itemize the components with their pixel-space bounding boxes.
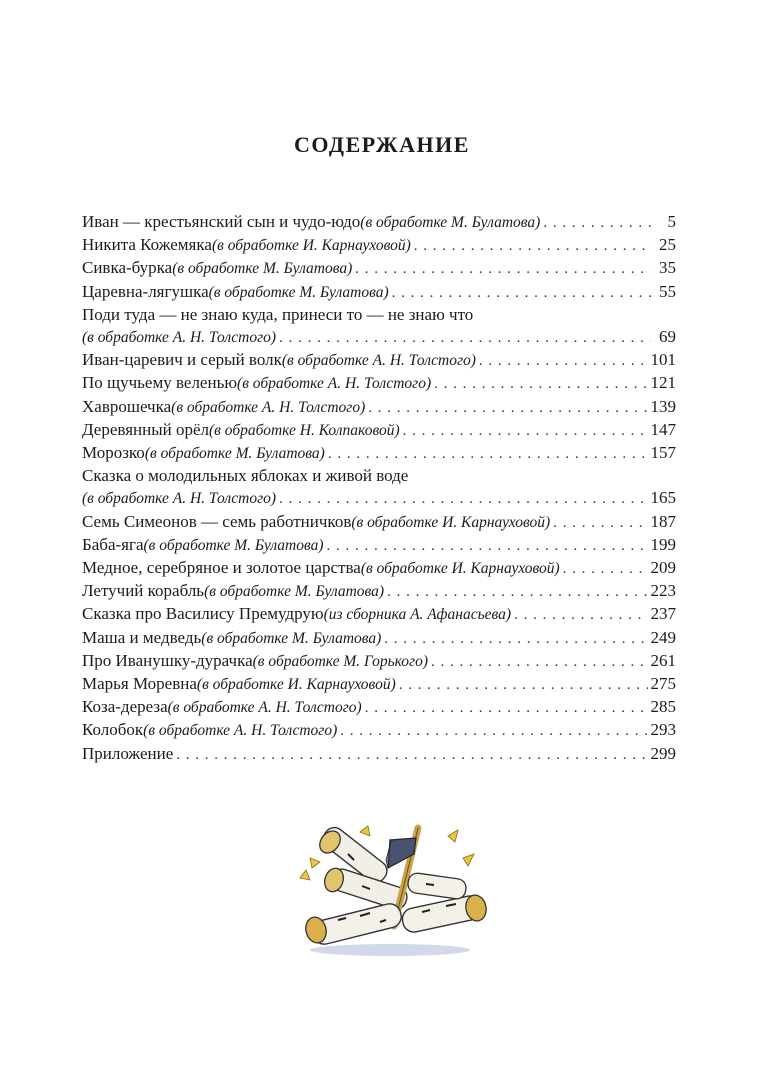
toc-entry-note: (в обработке М. Булатова) xyxy=(172,260,353,278)
toc-entry[interactable] xyxy=(82,719,676,742)
toc-entry-page: 5 xyxy=(667,212,676,231)
toc-entry[interactable] xyxy=(82,650,676,673)
leader-dots xyxy=(431,651,648,673)
toc-entry[interactable] xyxy=(82,257,676,280)
toc-entry-note: (в обработке А. Н. Толстого) xyxy=(171,398,366,416)
toc-entry-title: Приложение xyxy=(82,743,174,763)
toc-entry[interactable] xyxy=(82,627,676,650)
toc-entry-title: Про Иванушку-дурачка xyxy=(82,650,253,670)
toc-entry-page: 293 xyxy=(650,720,676,740)
toc-entry[interactable] xyxy=(82,442,676,465)
toc-entry-page: 199 xyxy=(650,534,676,554)
toc-entry-page: 187 xyxy=(650,511,676,531)
leader-dots xyxy=(434,373,647,395)
toc-entry-title: Царевна-лягушка xyxy=(82,281,209,301)
toc-entry-note: (в обработке А. Н. Толстого) xyxy=(237,375,432,393)
leader-dots xyxy=(403,420,648,442)
toc-entry[interactable] xyxy=(82,234,676,257)
toc-entry-note: (в обработке М. Булатова) xyxy=(144,445,325,463)
toc-entry-title: Поди туда — не знаю куда, принеси то — не знаю что xyxy=(82,304,474,324)
toc-entry-note: (в обработке И. Карнауховой) xyxy=(360,560,560,578)
toc-entry[interactable] xyxy=(82,511,676,534)
leader-dots xyxy=(384,628,647,650)
toc-entry-title: Деревянный орёл xyxy=(82,419,210,439)
toc-entry-title: Марья Моревна xyxy=(82,674,197,694)
toc-entry-note: (в обработке А. Н. Толстого) xyxy=(167,699,362,717)
table-of-contents xyxy=(82,211,676,766)
toc-entry-note: (в обработке И. Карнауховой) xyxy=(211,237,411,255)
toc-entry-title: Летучий корабль xyxy=(82,581,205,601)
toc-entry-title: Иван-царевич и серый волк xyxy=(82,350,282,370)
toc-entry[interactable] xyxy=(82,603,676,626)
leader-dots xyxy=(514,604,647,626)
toc-entry-page: 285 xyxy=(650,697,676,717)
toc-entry-note: (в обработке М. Булатова) xyxy=(143,536,324,554)
toc-entry-title: По щучьему веленью xyxy=(82,373,238,393)
toc-entry[interactable] xyxy=(82,419,676,442)
toc-entry-page: 25 xyxy=(659,235,676,255)
toc-entry-page: 147 xyxy=(650,419,676,439)
leader-dots xyxy=(355,258,651,280)
toc-entry-note: (в обработке М. Булатова) xyxy=(201,629,382,647)
toc-entry-title: Никита Кожемяка xyxy=(82,235,212,255)
toc-entry[interactable] xyxy=(82,696,676,719)
leader-dots xyxy=(414,235,651,257)
leader-dots xyxy=(340,720,647,742)
leader-dots xyxy=(368,397,647,419)
leader-dots xyxy=(387,581,647,603)
leader-dots xyxy=(392,282,651,304)
toc-entry-title: Сказка о молодильных яблоках и живой воде xyxy=(82,466,409,486)
toc-entry-title: Маша и медведь xyxy=(82,627,202,647)
toc-entry[interactable] xyxy=(82,304,676,349)
toc-entry-note: (из сборника А. Афанасьева) xyxy=(323,606,512,624)
toc-entry-note: (в обработке М. Горького) xyxy=(252,652,428,670)
toc-entry[interactable] xyxy=(82,211,676,234)
toc-entry-note: (в обработке А. Н. Толстого) xyxy=(82,490,277,508)
toc-entry-note: (в обработке Н. Колпаковой) xyxy=(209,421,400,439)
toc-entry-page: 299 xyxy=(650,743,676,763)
toc-entry-note: (в обработке А. Н. Толстого) xyxy=(281,352,476,370)
leader-dots xyxy=(365,697,648,719)
toc-entry-title: Морозко xyxy=(82,443,145,463)
toc-entry-title: Коза-дереза xyxy=(82,697,168,717)
leader-dots xyxy=(176,744,647,766)
toc-entry-page: 139 xyxy=(650,396,676,416)
leader-dots xyxy=(399,674,648,696)
toc-entry[interactable] xyxy=(82,465,676,510)
toc-entry-page: 55 xyxy=(659,281,676,301)
toc-entry-page: 275 xyxy=(650,674,676,694)
toc-entry-page: 261 xyxy=(650,650,676,670)
toc-entry-note: (в обработке М. Булатова) xyxy=(208,283,389,301)
toc-entry-title: Хаврошечка xyxy=(82,396,172,416)
toc-entry[interactable] xyxy=(82,281,676,304)
toc-entry-title: Баба-яга xyxy=(82,534,144,554)
toc-entry-title: Сказка про Василису Премудрую xyxy=(82,604,324,624)
toc-entry[interactable] xyxy=(82,396,676,419)
toc-entry-title: Иван — крестьянский сын и чудо-юдо xyxy=(82,212,361,231)
toc-entry-page: 249 xyxy=(650,627,676,647)
leader-dots xyxy=(279,488,647,510)
leader-dots xyxy=(279,327,651,349)
leader-dots xyxy=(328,443,648,465)
leader-dots xyxy=(327,535,648,557)
toc-entry-title: Сивка-бурка xyxy=(82,258,173,278)
toc-entry-page: 223 xyxy=(650,581,676,601)
toc-entry[interactable] xyxy=(82,743,676,766)
toc-entry-page: 209 xyxy=(650,558,676,578)
toc-entry-note: (в обработке М. Булатова) xyxy=(360,214,541,231)
leader-dots xyxy=(553,512,647,534)
toc-entry-note: (в обработке А. Н. Толстого) xyxy=(143,722,338,740)
leader-dots xyxy=(479,350,648,372)
toc-entry-note: (в обработке И. Карнауховой) xyxy=(351,513,551,531)
toc-entry-title: Медное, серебряное и золотое царства xyxy=(82,558,361,578)
toc-entry-page: 121 xyxy=(650,373,676,393)
toc-entry-note: (в обработке М. Булатова) xyxy=(204,583,385,601)
toc-entry-note: (в обработке И. Карнауховой) xyxy=(196,676,396,694)
toc-entry-page: 165 xyxy=(650,488,676,508)
toc-entry-title: Семь Симеонов — семь работничков xyxy=(82,511,352,531)
toc-entry-page: 237 xyxy=(650,604,676,624)
toc-entry[interactable] xyxy=(82,580,676,603)
toc-entry-note: (в обработке А. Н. Толстого) xyxy=(82,329,277,347)
toc-entry-page: 35 xyxy=(659,258,676,278)
toc-entry-title: Колобок xyxy=(82,720,144,740)
toc-entry-page: 69 xyxy=(659,327,676,347)
toc-entry[interactable] xyxy=(82,372,676,395)
toc-entry[interactable] xyxy=(82,349,676,372)
toc-entry[interactable] xyxy=(82,534,676,557)
toc-entry[interactable] xyxy=(82,673,676,696)
toc-entry[interactable] xyxy=(82,557,676,580)
leader-dots xyxy=(543,212,651,234)
page-title: СОДЕРЖАНИЕ xyxy=(294,131,470,157)
toc-entry-page: 157 xyxy=(650,443,676,463)
leader-dots xyxy=(563,558,648,580)
toc-entry-page: 101 xyxy=(650,350,676,370)
firewood-and-axe-icon xyxy=(290,818,490,968)
